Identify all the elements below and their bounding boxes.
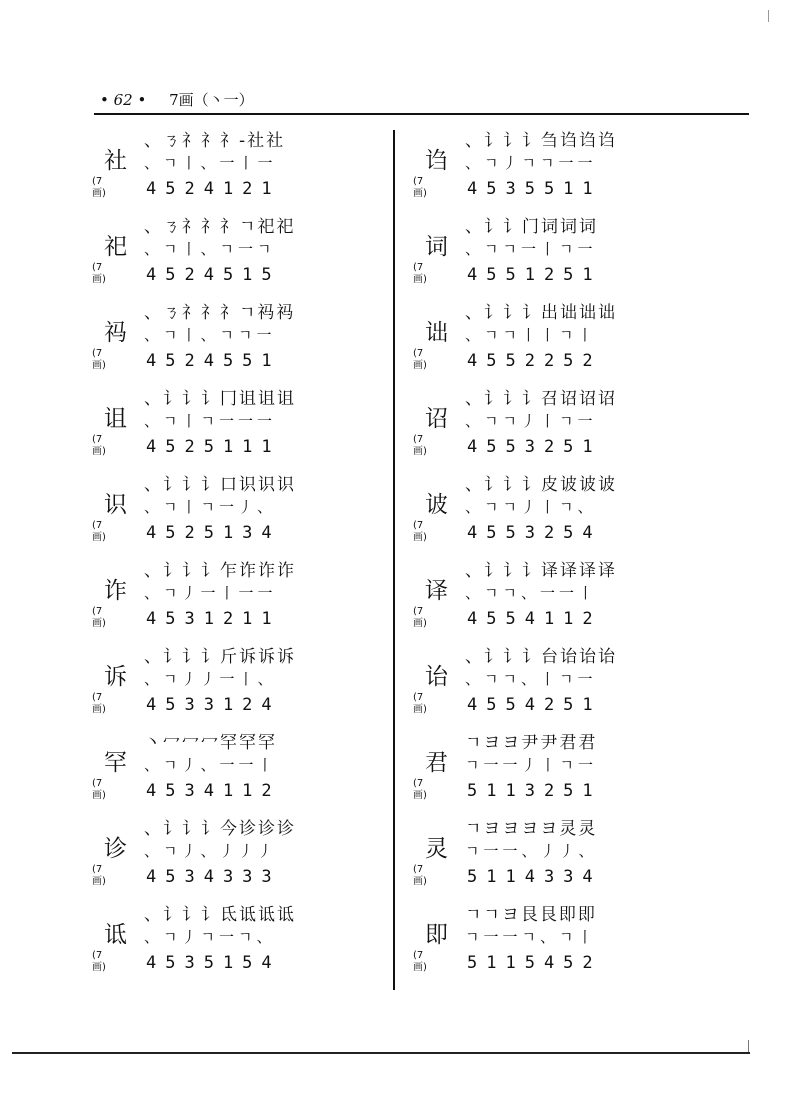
- stroke-progression: 、讠讠讠刍诌诌诌: [465, 131, 617, 151]
- stroke-codes: 4554251: [467, 695, 602, 715]
- stroke-codes: 4525134: [146, 523, 281, 543]
- column-divider: [393, 130, 395, 990]
- character: 诈: [104, 578, 127, 604]
- stroke-count: (7画): [413, 692, 427, 715]
- stroke-progression: 、讠讠讠今诊诊诊: [144, 819, 296, 839]
- stroke-codes: 4554112: [467, 609, 602, 629]
- stroke-progression: 、讠讠讠皮诐诐诐: [465, 475, 617, 495]
- stroke-count: (7画): [92, 778, 106, 801]
- stroke-count: (7画): [92, 434, 106, 457]
- stroke-shapes: 、ㄱ丿ㄱㄱ一一: [465, 154, 597, 172]
- stroke-count: (7画): [92, 262, 106, 285]
- stroke-shapes: 、ㄱ丿一丨一一: [144, 584, 277, 602]
- stroke-progression: 、讠讠门词词词: [465, 217, 598, 237]
- character: 君: [425, 750, 448, 776]
- stroke-codes: 4533124: [146, 695, 281, 715]
- character: 诋: [104, 922, 127, 948]
- stroke-count: (7画): [413, 778, 427, 801]
- header-rule: [94, 113, 749, 115]
- stroke-count: (7画): [92, 348, 106, 371]
- stroke-shapes: 、ㄱㄱ、一一丨: [465, 584, 597, 602]
- stroke-progression: 、ㄋ礻礻礻-社社: [144, 131, 286, 151]
- stroke-shapes: 、ㄱ丨ㄱ一一一: [144, 412, 276, 430]
- stroke-shapes: 、ㄱㄱ丿丨ㄱ一: [465, 412, 597, 430]
- stroke-count: (7画): [413, 434, 427, 457]
- stroke-shapes: 、ㄱ丨ㄱ一丿、: [144, 498, 276, 516]
- stroke-count: (7画): [92, 692, 106, 715]
- character: 罕: [104, 750, 127, 776]
- footer-rule: [12, 1052, 750, 1054]
- stroke-codes: 4534333: [146, 867, 281, 887]
- stroke-codes: 4535511: [467, 179, 602, 199]
- stroke-shapes: 、ㄱㄱ丿丨ㄱ、: [465, 498, 597, 516]
- stroke-codes: 4551251: [467, 265, 602, 285]
- stroke-count: (7画): [413, 348, 427, 371]
- stroke-count: (7画): [92, 864, 106, 887]
- stroke-count: (7画): [413, 520, 427, 543]
- stroke-codes: 4552252: [467, 351, 602, 371]
- stroke-codes: 4524121: [146, 179, 281, 199]
- stroke-shapes: 、ㄱ丿丿一丨、: [144, 670, 277, 688]
- character: 诊: [104, 836, 127, 862]
- page-header: [100, 89, 254, 110]
- stroke-progression: 、讠讠讠乍诈诈诈: [144, 561, 296, 581]
- stroke-count: (7画): [92, 520, 106, 543]
- stroke-codes: 4534112: [146, 781, 281, 801]
- character: 识: [104, 492, 127, 518]
- stroke-progression: 、讠讠讠召诏诏诏: [465, 389, 617, 409]
- stroke-progression: 、讠讠讠译译译译: [465, 561, 617, 581]
- stroke-codes: 4535154: [146, 953, 281, 973]
- stroke-progression: 、讠讠讠台诒诒诒: [465, 647, 617, 667]
- character: 诐: [425, 492, 448, 518]
- stroke-shapes: 、ㄱ丿ㄱ一ㄱ、: [144, 928, 276, 946]
- stroke-codes: 4524551: [146, 351, 281, 371]
- stroke-shapes: 、ㄱ丨、ㄱ一ㄱ: [144, 240, 276, 258]
- page-number: • 62 •: [100, 91, 147, 109]
- stroke-codes: 5113251: [467, 781, 602, 801]
- stroke-progression: ㄱヨヨ尹尹君君: [465, 733, 598, 753]
- stroke-count: (7画): [413, 950, 427, 973]
- section-title: 7画（丶一）: [169, 91, 254, 109]
- stroke-progression: 、讠讠讠斤诉诉诉: [144, 647, 296, 667]
- stroke-shapes: 、ㄱ丿、一一丨: [144, 756, 277, 774]
- character: 灵: [425, 836, 448, 862]
- character: 译: [425, 578, 448, 604]
- scan-mark: [768, 10, 769, 22]
- stroke-shapes: 、ㄱㄱ一丨ㄱ一: [465, 240, 597, 258]
- character: 词: [425, 234, 448, 260]
- stroke-count: (7画): [92, 606, 106, 629]
- stroke-codes: 4531211: [146, 609, 281, 629]
- stroke-shapes: ㄱ一一ㄱ、ㄱ丨: [465, 928, 597, 946]
- stroke-codes: 4524515: [146, 265, 281, 285]
- stroke-progression: 、讠讠讠冂诅诅诅: [144, 389, 296, 409]
- character: 诎: [425, 320, 448, 346]
- stroke-progression: 丶冖冖冖罕罕罕: [144, 733, 277, 753]
- character: 诌: [425, 148, 448, 174]
- stroke-progression: ㄱㄱヨ艮艮即即: [465, 905, 597, 925]
- stroke-codes: 4525111: [146, 437, 281, 457]
- stroke-codes: 4553254: [467, 523, 602, 543]
- stroke-progression: ㄱヨヨヨヨ灵灵: [465, 819, 598, 839]
- character: 社: [104, 148, 127, 174]
- stroke-count: (7画): [92, 950, 106, 973]
- stroke-shapes: ㄱ一一、丿丿、: [465, 842, 598, 860]
- character: 诒: [425, 664, 448, 690]
- character: 诉: [104, 664, 127, 690]
- stroke-count: (7画): [413, 864, 427, 887]
- stroke-shapes: 、ㄱㄱ、丨ㄱ一: [465, 670, 597, 688]
- character: 诏: [425, 406, 448, 432]
- stroke-codes: 5114334: [467, 867, 602, 887]
- character: 诅: [104, 406, 127, 432]
- character: 祀: [104, 234, 127, 260]
- stroke-progression: 、ㄋ礻礻礻ㄱ祀祀: [144, 217, 296, 237]
- stroke-progression: 、ㄋ礻礻礻ㄱ祃祃: [144, 303, 296, 323]
- scan-mark: [748, 1040, 749, 1052]
- stroke-shapes: 、ㄱ丨、一丨一: [144, 154, 277, 172]
- stroke-codes: 4553251: [467, 437, 602, 457]
- stroke-shapes: 、ㄱㄱ丨丨ㄱ丨: [465, 326, 597, 344]
- stroke-count: (7画): [92, 176, 106, 199]
- stroke-count: (7画): [413, 606, 427, 629]
- stroke-progression: 、讠讠讠口识识识: [144, 475, 296, 495]
- stroke-progression: 、讠讠讠出诎诎诎: [465, 303, 617, 323]
- stroke-count: (7画): [413, 262, 427, 285]
- stroke-shapes: 、ㄱ丿、丿丿丿: [144, 842, 277, 860]
- stroke-count: (7画): [413, 176, 427, 199]
- character: 祃: [104, 320, 127, 346]
- character: 即: [425, 922, 448, 948]
- stroke-shapes: ㄱ一一丿丨ㄱ一: [465, 756, 597, 774]
- stroke-shapes: 、ㄱ丨、ㄱㄱ一: [144, 326, 276, 344]
- stroke-codes: 5115452: [467, 953, 602, 973]
- stroke-progression: 、讠讠讠氐诋诋诋: [144, 905, 296, 925]
